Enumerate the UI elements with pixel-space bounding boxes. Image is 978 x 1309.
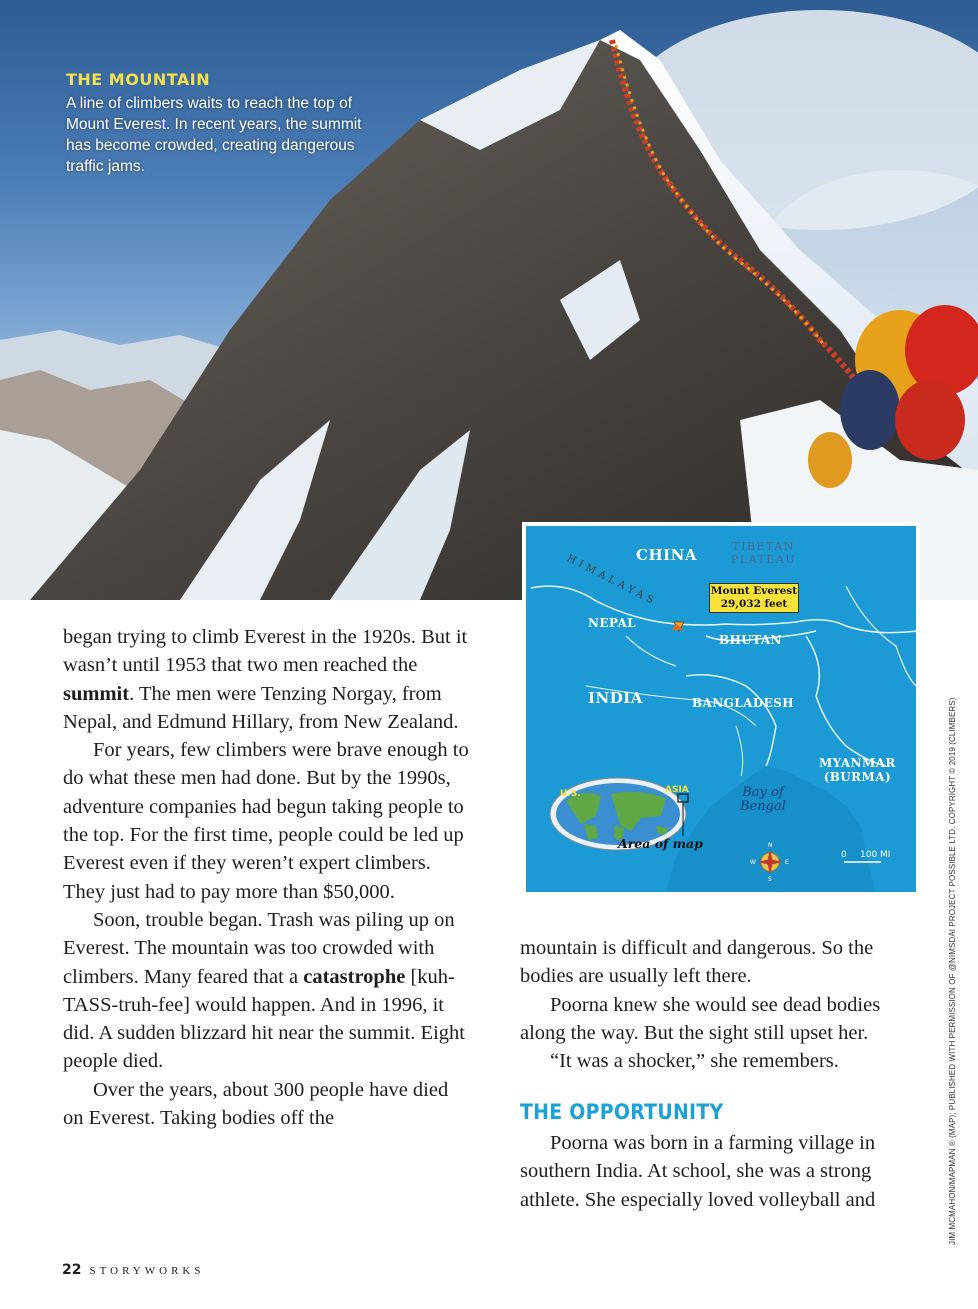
paragraph: Poorna was born in a farming village in southern India. At school, she was a strong athlete. She especially loved volleyball and [520, 1132, 876, 1211]
map-label-himalayas: HIMALAYAS [565, 553, 659, 608]
magazine-name: STORYWORKS [89, 1265, 205, 1277]
inset-label-asia: ASIA [665, 785, 689, 795]
map-label-plateau: TIBETAN PLATEAU [731, 540, 797, 566]
map-label-china: CHINA [636, 546, 697, 564]
inset-label-area: Area of map [618, 836, 703, 851]
compass-w: W [750, 859, 756, 866]
paragraph: “It was a shocker,” she remembers. [550, 1050, 839, 1073]
photo-caption: A line of climbers waits to reach the top of Mount Everest. In recent years, the summit has become crowded, creating dangerous traffic jams. [66, 95, 362, 175]
right-column-top [520, 934, 920, 1075]
region-map [522, 522, 920, 896]
compass-s: S [768, 876, 772, 883]
caption-kicker: THE MOUNTAIN [66, 70, 211, 89]
map-label-nepal: NEPAL [588, 616, 637, 630]
paragraph: began trying to climb Everest in the 1920s. But it wasn’t until 1953 that two men reached the summit. The men were Tenzing Norgay, from Nepal, and Edmund Hillary, from New Zealand. [63, 626, 468, 733]
page-footer [62, 1262, 204, 1278]
map-label-bay: Bay of Bengal [740, 785, 786, 814]
right-column-bottom [520, 1129, 920, 1214]
compass-e: E [785, 859, 789, 866]
scale-label: 100 MI [860, 850, 891, 860]
page-number: 22 [62, 1262, 82, 1278]
mountain-illustration [0, 0, 978, 600]
vocab-term: catastrophe [303, 965, 406, 988]
map-label-bangladesh: BANGLADESH [692, 696, 794, 710]
photo-credit: JIM MCMAHON/MAPMAN ® (MAP); PUBLISHED WITH PERMISSION OF @NIMSDAI PROJECT POSSIBLE LTD. COPYRIGHT © 2019 (CLIMBERS) [948, 697, 957, 1245]
paragraph: Soon, trouble began. Trash was piling up on Everest. The mountain was too crowded with climbers. Many feared that a catastrophe [kuh-TASS-truh-fee] would happen. And in 1996, it did. A sudden blizzard hit near the summit. Eight people died. [63, 908, 465, 1073]
paragraph: Poorna knew she would see dead bodies along the way. But the sight still upset her. [520, 993, 881, 1044]
hero-photo [0, 0, 978, 600]
map-label-india: INDIA [588, 689, 643, 707]
left-column [63, 623, 473, 1132]
paragraph: Over the years, about 300 people have died on Everest. Taking bodies off the [63, 1078, 449, 1130]
map-label-bhutan: BHUTAN [719, 633, 782, 647]
paragraph: For years, few climbers were brave enough to do what these men had done. But by the 1990s, adventure companies had begun taking people to the top. For the first time, people could be led up Everest even if they weren’t expert climbers. They just had to pay more than $50,000. [63, 739, 469, 903]
paragraph: mountain is difficult and dangerous. So the bodies are usually left there. [520, 937, 874, 988]
map-label-myanmar: MYANMAR (BURMA) [819, 756, 896, 784]
section-heading: THE OPPORTUNITY [520, 1100, 724, 1124]
inset-label-us: U.S. [560, 789, 581, 799]
scale-zero: 0 [841, 850, 847, 860]
vocab-term: summit [63, 682, 130, 705]
map-everest-label: Mount Everest 29,032 feet [709, 583, 799, 613]
compass-n: N [768, 842, 773, 849]
